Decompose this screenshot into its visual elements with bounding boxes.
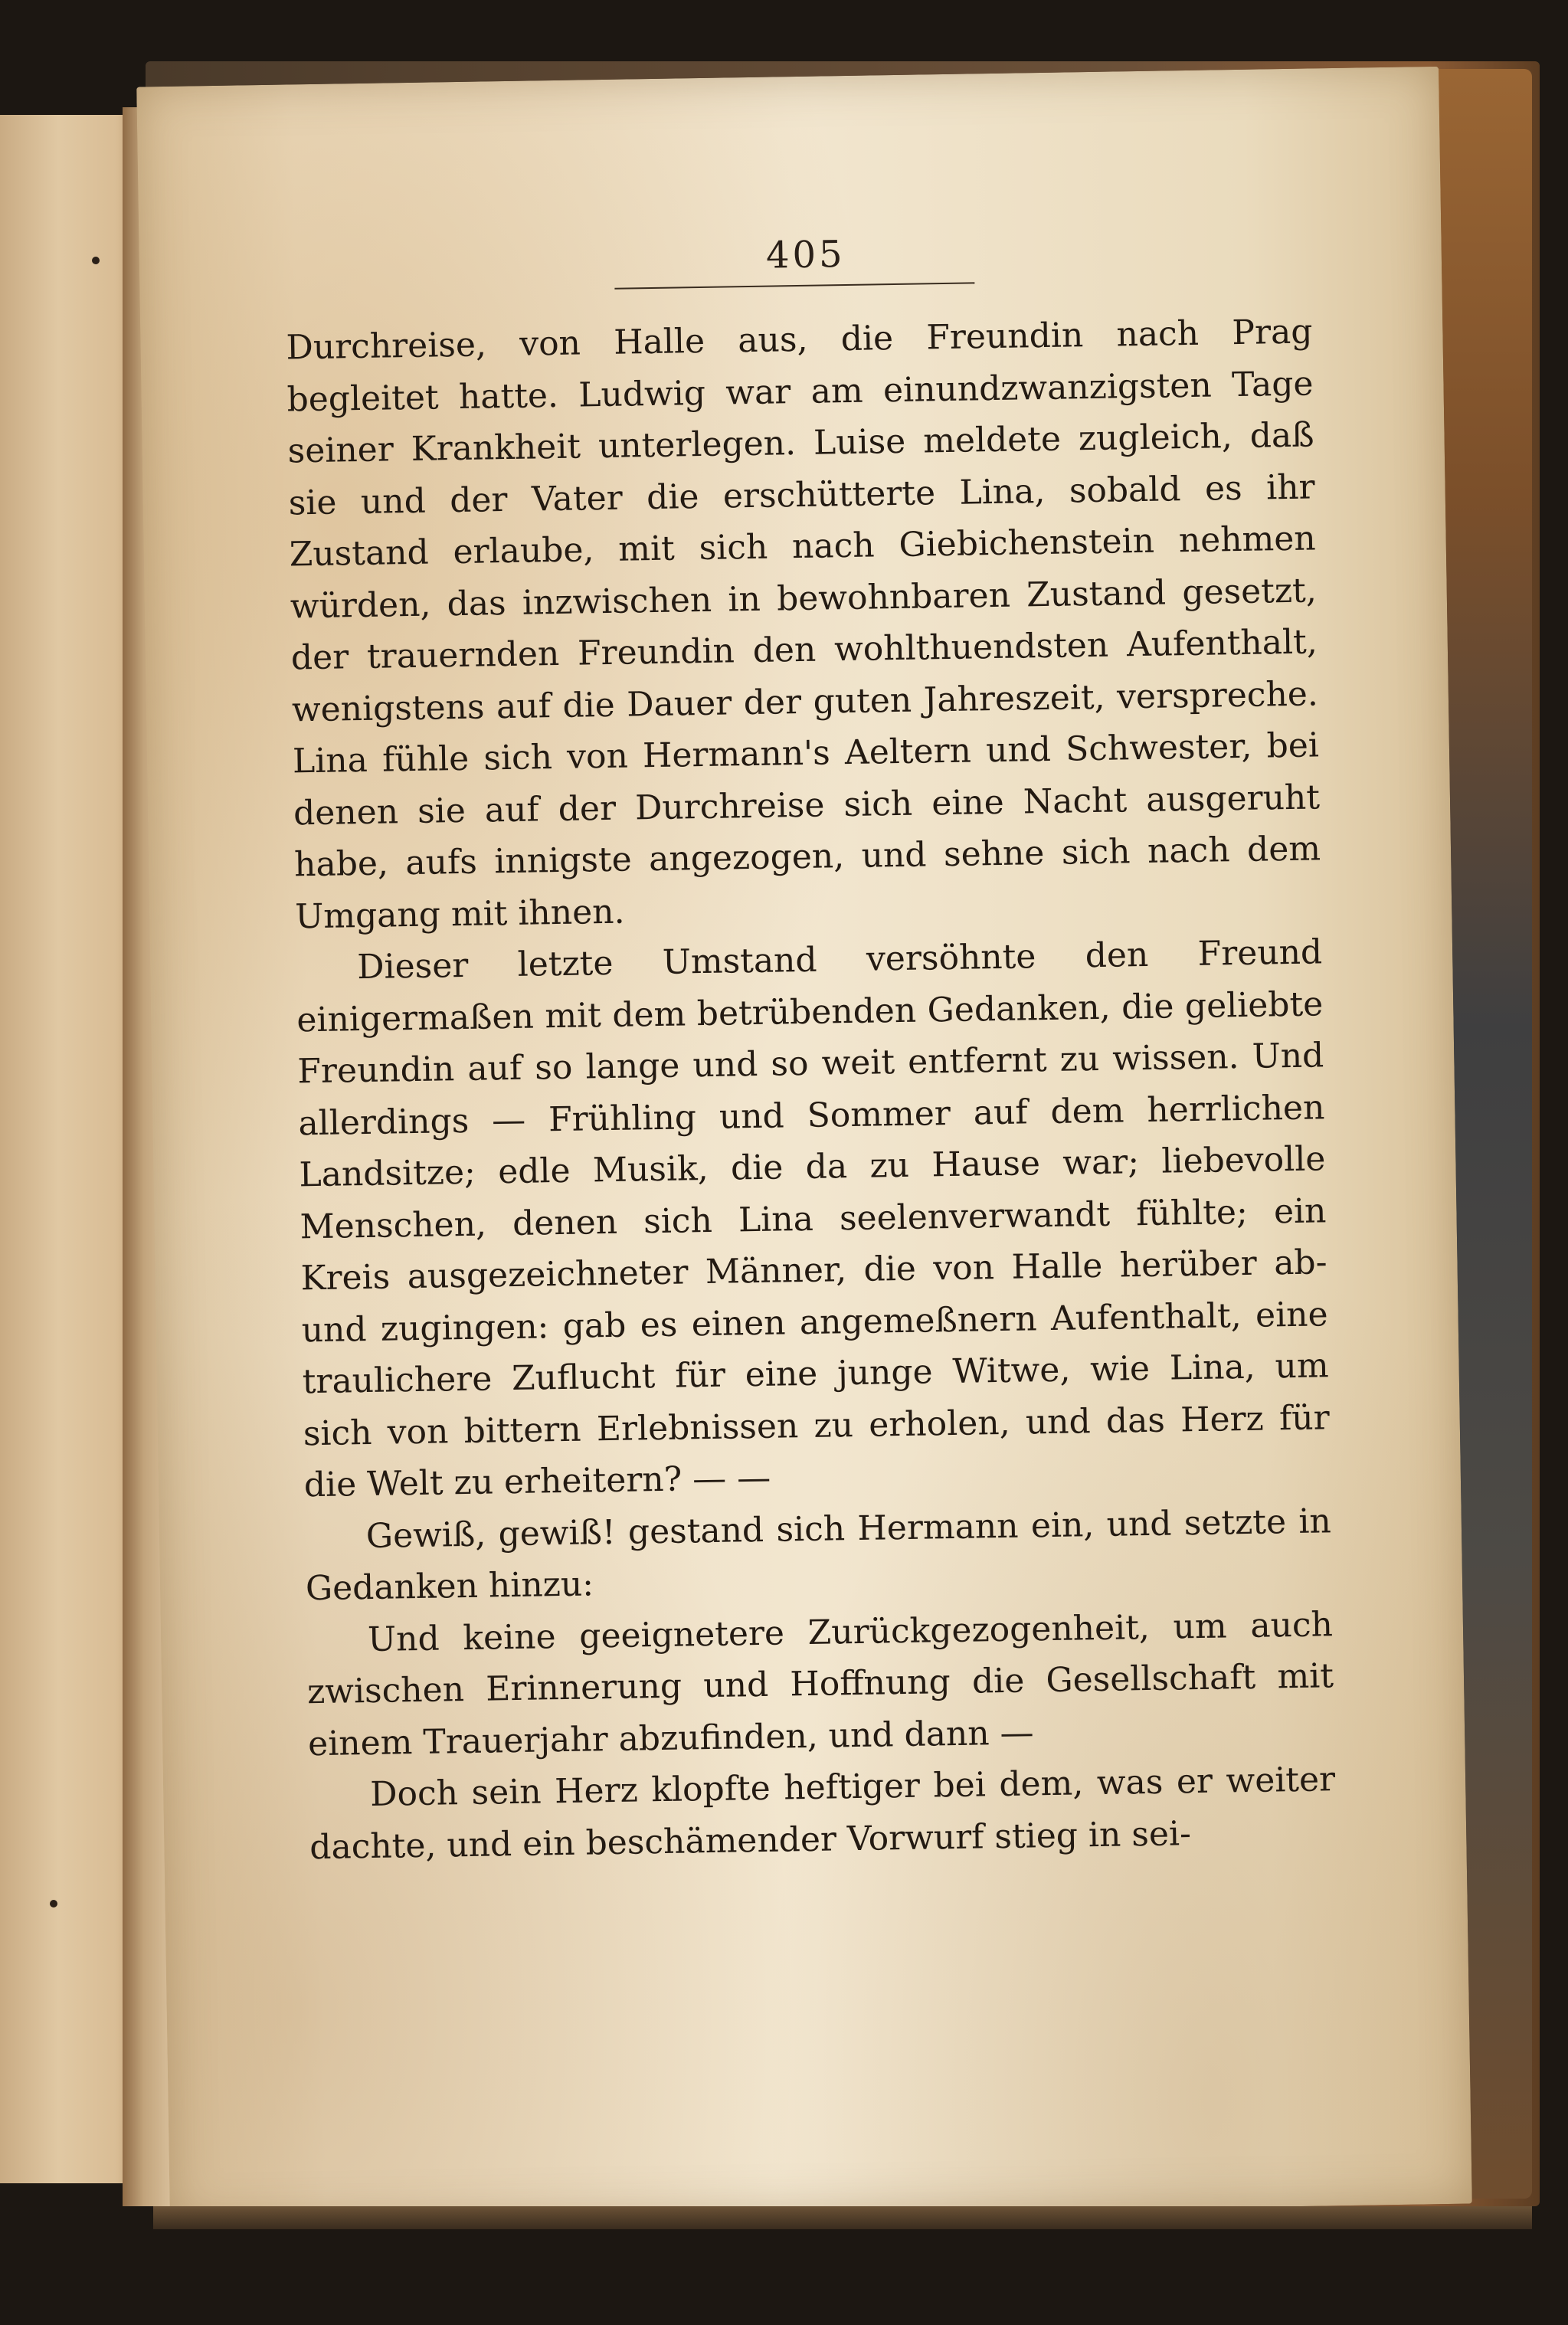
paragraph: Doch sein Herz klopfte heftiger bei dem, was er weiter dachte, und ein beschämender Vorwurf stieg in sei- bbox=[309, 1760, 1336, 1867]
header-rule bbox=[614, 282, 974, 289]
page-body bbox=[286, 306, 1337, 1873]
paragraph: Und keine geeignetere Zurückgezogenheit, um auch zwischen Erinnerung und Hoffnung die Gesellschaft mit einem Trauerjahr abzufinden, und dann — bbox=[306, 1604, 1334, 1763]
ink-speck bbox=[50, 1900, 57, 1907]
paragraph: Dieser letzte Umstand versöhnte den Freund einigermaßen mit dem betrübenden Gedanken, die geliebte Freundin auf so lange und so weit entfernt zu wissen. Und allerdings — Frühling und Sommer auf dem herrlichen Landsitze; edle Musik, die da zu Hause war; liebevolle Menschen, denen sich Lina seelenverwandt fühlte; ein Kreis ausgezeichneter Männer, die von Halle herüber ab- und zugingen: gab es einen angemeßnern Aufenthalt, eine traulichere Zuflucht für eine junge Witwe, wie Lina, um sich von bittern Erlebnissen zu erholen, und das Herz für die Welt zu erheitern? — — bbox=[296, 932, 1331, 1505]
paragraph: Durchreise, von Halle aus, die Freundin nach Prag begleitet hatte. Ludwig war am einundzwanzigsten Tage seiner Krankheit unterlegen. Luise meldete zugleich, daß sie und der Vater die erschütterte Lina, sobald es ihr Zustand erlaube, mit sich nach Giebichenstein nehmen würden, das inzwischen in bewohnbaren Zustand gesetzt, der trauernden Freundin den wohlthuendsten Aufenthalt, wenigstens auf die Dauer der guten Jahreszeit, verspreche. Lina fühle sich von Hermann's Aeltern und Schwester, bei denen sie auf der Durchreise sich eine Nacht ausgeruht habe, aufs innigste angezogen, und sehne sich nach dem Umgang mit ihnen. bbox=[286, 312, 1321, 936]
book-bottom-edge bbox=[153, 2206, 1532, 2229]
page-number: 405 bbox=[765, 233, 846, 277]
book-page bbox=[136, 67, 1472, 2224]
paragraph: Gewiß, gewiß! gestand sich Hermann ein, und setzte in Gedanken hinzu: bbox=[305, 1501, 1332, 1609]
ink-speck bbox=[92, 257, 100, 264]
